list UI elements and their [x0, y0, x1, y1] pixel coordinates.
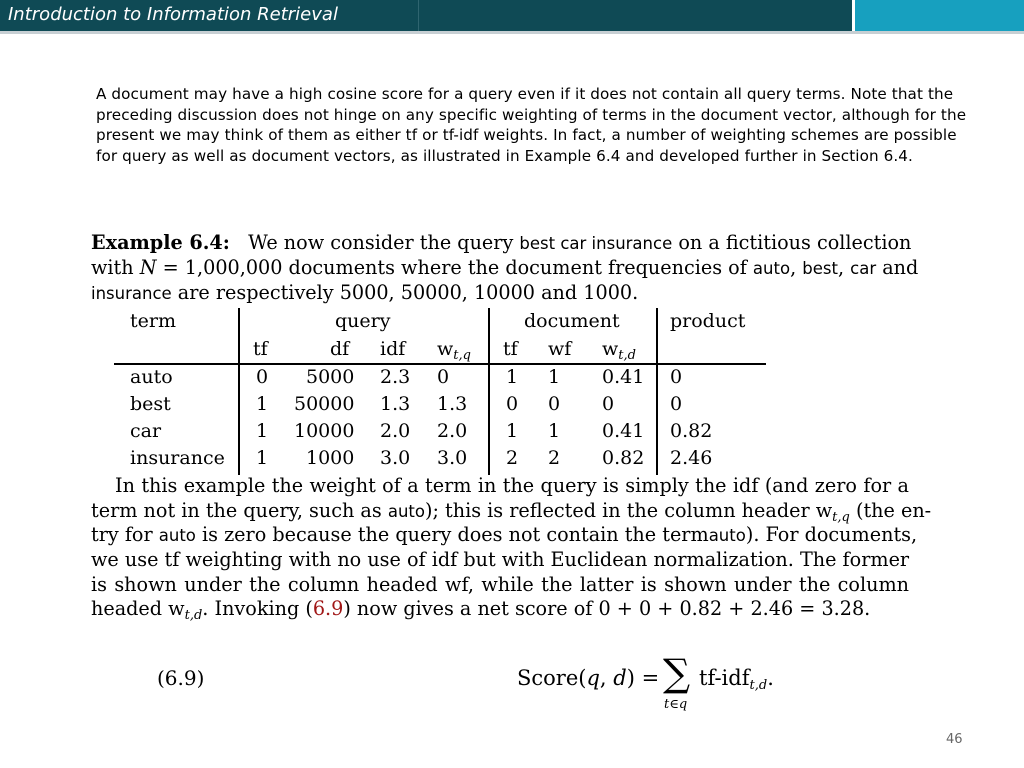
course-title: Introduction to Information Retrieval — [8, 4, 338, 25]
example-label-text: Example 6.4: — [91, 231, 230, 254]
explain-line-5: is shown under the column headed wf, while the latter is shown under the column — [91, 573, 909, 596]
summation-symbol: ∑ — [663, 651, 691, 695]
table-cell: 1.3 — [380, 393, 411, 415]
explain-line-4: we use tf weighting with no use of idf but with Euclidean normalization. The former — [91, 548, 910, 571]
header-df: df — [330, 338, 350, 360]
subscript: t,d — [749, 678, 768, 693]
w-letter: w — [602, 338, 619, 360]
table-rule — [488, 308, 490, 475]
weights-table — [114, 308, 766, 476]
table-cell: 1.3 — [437, 393, 468, 415]
text-span: on a fictitious collection — [672, 231, 912, 254]
var-q: q — [586, 666, 600, 690]
formula-lhs — [517, 666, 659, 690]
var-n: N — [139, 256, 157, 279]
header-underline — [0, 31, 1024, 34]
table-cell: 0 — [548, 393, 561, 415]
table-cell: 3.0 — [380, 447, 411, 469]
text-span: Score( — [517, 666, 587, 690]
text-span: headed w — [91, 597, 185, 620]
text-span: . — [767, 666, 774, 690]
equation-reference-link[interactable]: 6.9 — [312, 597, 344, 620]
text-span: term not in the query, such as — [91, 499, 388, 522]
text-span: (the en- — [849, 499, 932, 522]
table-cell: 1 — [256, 393, 269, 415]
table-cell: 0.41 — [602, 420, 645, 442]
explain-line-1: In this example the weight of a term in the query is simply the idf (and zero for a — [115, 474, 909, 497]
text-span: ) = — [626, 666, 660, 690]
example-line-1 — [91, 231, 912, 256]
header-tf-q: tf — [253, 338, 268, 360]
text-span: = 1,000,000 documents where the document frequencies of — [156, 256, 753, 279]
header-tf-d: tf — [503, 338, 518, 360]
text-span: . Invoking ( — [202, 597, 313, 620]
table-rule — [238, 308, 240, 475]
table-cell: 1 — [548, 366, 561, 388]
text-span: is zero because the query does not contain the term — [195, 523, 709, 546]
text-span: are respectively 5000, 50000, 10000 and 1000. — [171, 281, 639, 304]
text-span: tf-idf — [699, 666, 750, 690]
term-best: best — [802, 259, 838, 278]
table-cell: 1 — [506, 366, 519, 388]
page-number: 46 — [946, 732, 963, 747]
header-idf: idf — [380, 338, 406, 360]
table-cell: 2.3 — [380, 366, 411, 388]
table-cell: car — [130, 420, 162, 442]
table-cell: 1 — [256, 447, 269, 469]
text-span: with — [91, 256, 140, 279]
intro-paragraph: A document may have a high cosine score for a query even if it does not contain all query terms. Note that the preceding discussion does not hinge on any specific weighting of terms in the document vector, although for the present we may think of them as either tf or tf-idf weights. In fact, a number of weighting schemes are possible for query as well as document vectors, as illustrated in Example 6.4 and developed further in Section 6.4. — [96, 85, 967, 165]
header-wtd — [602, 338, 636, 367]
summation-index: t∈q — [664, 697, 688, 712]
subscript: t,q — [832, 510, 850, 525]
text-span: ) now gives a net score of 0 + 0 + 0.82 + 2.46 = 3.28. — [343, 597, 871, 620]
table-cell: auto — [130, 366, 173, 388]
subscript: t,d — [184, 608, 203, 623]
var-d: d — [613, 666, 627, 690]
explain-line-6 — [91, 597, 909, 628]
term-auto: auto — [752, 259, 791, 278]
example-line-3 — [91, 281, 909, 306]
table-cell: best — [130, 393, 171, 415]
table-cell: 0 — [602, 393, 615, 415]
header-wf: wf — [548, 338, 572, 360]
term-auto: auto — [708, 526, 746, 545]
equation-number: (6.9) — [157, 666, 205, 690]
text-span: , — [837, 256, 851, 279]
table-cell: 0 — [256, 366, 269, 388]
slide-header — [0, 0, 1024, 34]
table-cell: 1 — [256, 420, 269, 442]
table-cell: 5000 — [306, 366, 355, 388]
text-span: , — [599, 666, 614, 690]
table-rule — [656, 308, 658, 475]
term-insurance: insurance — [91, 284, 172, 303]
table-cell: 2.46 — [670, 447, 713, 469]
header-document: document — [524, 310, 620, 332]
table-cell: 0.82 — [670, 420, 713, 442]
header-bar-accent — [855, 0, 1024, 31]
explain-line-3 — [91, 523, 918, 548]
formula-rhs — [699, 666, 774, 693]
table-cell: 0 — [506, 393, 519, 415]
text-span: try for — [91, 523, 159, 546]
table-cell: 0 — [437, 366, 450, 388]
w-letter: w — [437, 338, 454, 360]
table-cell: 0 — [670, 366, 683, 388]
table-cell: 50000 — [294, 393, 355, 415]
table-cell: 0 — [670, 393, 683, 415]
table-cell: 1 — [548, 420, 561, 442]
header-term: term — [130, 310, 176, 332]
header-divider — [418, 0, 419, 31]
score-formula — [517, 651, 787, 722]
table-cell: 1000 — [306, 447, 355, 469]
table-cell: 2.0 — [437, 420, 468, 442]
example-line-2 — [91, 256, 919, 281]
header-wtq — [437, 338, 471, 367]
query-text: best car insurance — [519, 234, 673, 253]
table-cell: 0.41 — [602, 366, 645, 388]
table-cell: insurance — [130, 447, 225, 469]
table-cell: 2 — [548, 447, 561, 469]
table-cell: 0.82 — [602, 447, 645, 469]
text-span: We now consider the query — [248, 231, 520, 254]
text-span: and — [876, 256, 919, 279]
table-cell: 10000 — [294, 420, 355, 442]
text-span: ); this is reflected in the column header w — [424, 499, 833, 522]
term-auto: auto — [387, 502, 425, 521]
term-auto: auto — [158, 526, 196, 545]
header-query: query — [335, 310, 391, 332]
table-cell: 2.0 — [380, 420, 411, 442]
table-cell: 2 — [506, 447, 519, 469]
wtq-subscript: t,q — [453, 348, 471, 363]
text-span: ). For documents, — [745, 523, 918, 546]
wtd-subscript: t,d — [618, 348, 636, 363]
text-span: , — [790, 256, 803, 279]
header-product: product — [670, 310, 746, 332]
table-cell: 3.0 — [437, 447, 468, 469]
table-cell: 1 — [506, 420, 519, 442]
term-car: car — [850, 259, 877, 278]
